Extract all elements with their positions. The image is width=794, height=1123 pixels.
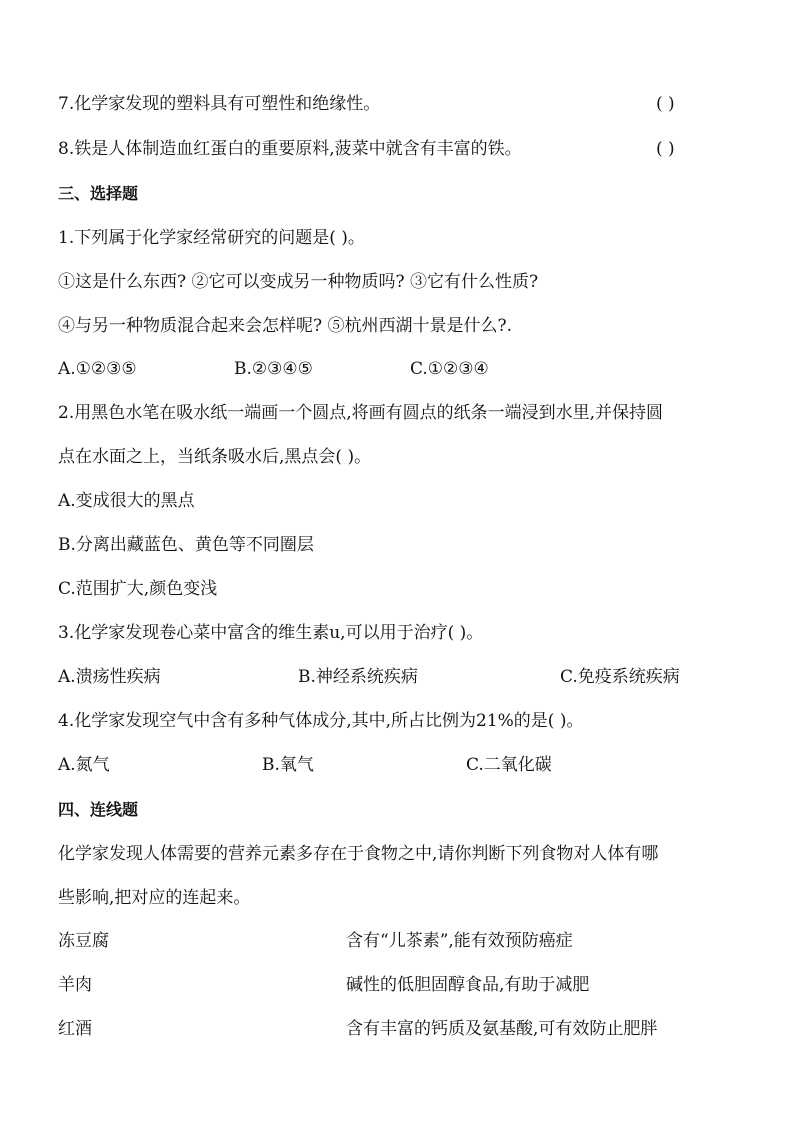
question-3-option-a[interactable]: A.溃疡性疾病	[58, 667, 161, 687]
question-1-option-c[interactable]: C.①②③④	[410, 359, 489, 379]
question-1-stem: 1.下列属于化学家经常研究的问题是( )。	[58, 228, 365, 248]
question-2-option-a[interactable]: A.变成很大的黑点	[58, 491, 195, 511]
answer-blank-8[interactable]: ( )	[656, 139, 675, 159]
matching-intro-line1: 化学家发现人体需要的营养元素多存在于食物之中,请你判断下列食物对人体有哪	[58, 844, 659, 864]
question-4-stem: 4.化学家发现空气中含有多种气体成分,其中,所占比例为21%的是( )。	[58, 711, 584, 731]
question-4-option-c[interactable]: C.二氧化碳	[466, 755, 552, 775]
answer-blank-7[interactable]: ( )	[656, 94, 675, 114]
question-3-option-c[interactable]: C.免疫系统疾病	[560, 667, 680, 687]
question-4-option-b[interactable]: B.氧气	[262, 755, 314, 775]
question-4-option-a[interactable]: A.氮气	[58, 755, 110, 775]
section-heading-choice: 三、选择题	[58, 184, 139, 203]
question-3-stem: 3.化学家发现卷心菜中富含的维生素u,可以用于治疗( )。	[58, 623, 484, 643]
matching-food-3[interactable]: 红酒	[58, 1019, 92, 1039]
question-1-statements-line2: ④与另一种物质混合起来会怎样呢? ⑤杭州西湖十景是什么?.	[58, 316, 513, 336]
question-2-stem-line1: 2.用黑色水笔在吸水纸一端画一个圆点,将画有圆点的纸条一端浸到水里,并保持圆	[58, 403, 664, 423]
matching-intro-line2: 些影响,把对应的连起来。	[58, 888, 251, 908]
question-1-statements-line1: ①这是什么东西? ②它可以变成另一种物质吗? ③它有什么性质?	[58, 272, 539, 292]
section-heading-matching: 四、连线题	[58, 800, 139, 819]
question-1-option-b[interactable]: B.②③④⑤	[234, 359, 313, 379]
matching-effect-1[interactable]: 含有“儿茶素”,能有效预防癌症	[346, 931, 573, 951]
question-1-option-a[interactable]: A.①②③⑤	[58, 359, 137, 379]
question-3-option-b[interactable]: B.神经系统疾病	[298, 667, 418, 687]
matching-effect-3[interactable]: 含有丰富的钙质及氨基酸,可有效防止肥胖	[346, 1019, 658, 1039]
judgement-item-7: 7.化学家发现的塑料具有可塑性和绝缘性。	[58, 94, 381, 114]
matching-food-2[interactable]: 羊肉	[58, 975, 92, 995]
question-2-option-c[interactable]: C.范围扩大,颜色变浅	[58, 579, 218, 599]
matching-food-1[interactable]: 冻豆腐	[58, 931, 109, 951]
question-2-stem-line2: 点在水面之上，当纸条吸水后,黑点会( )。	[58, 447, 372, 467]
question-2-option-b[interactable]: B.分离出藏蓝色、黄色等不同圈层	[58, 535, 314, 555]
judgement-item-8: 8.铁是人体制造血红蛋白的重要原料,菠菜中就含有丰富的铁。	[58, 139, 522, 159]
matching-effect-2[interactable]: 碱性的低胆固醇食品,有助于减肥	[346, 975, 590, 995]
